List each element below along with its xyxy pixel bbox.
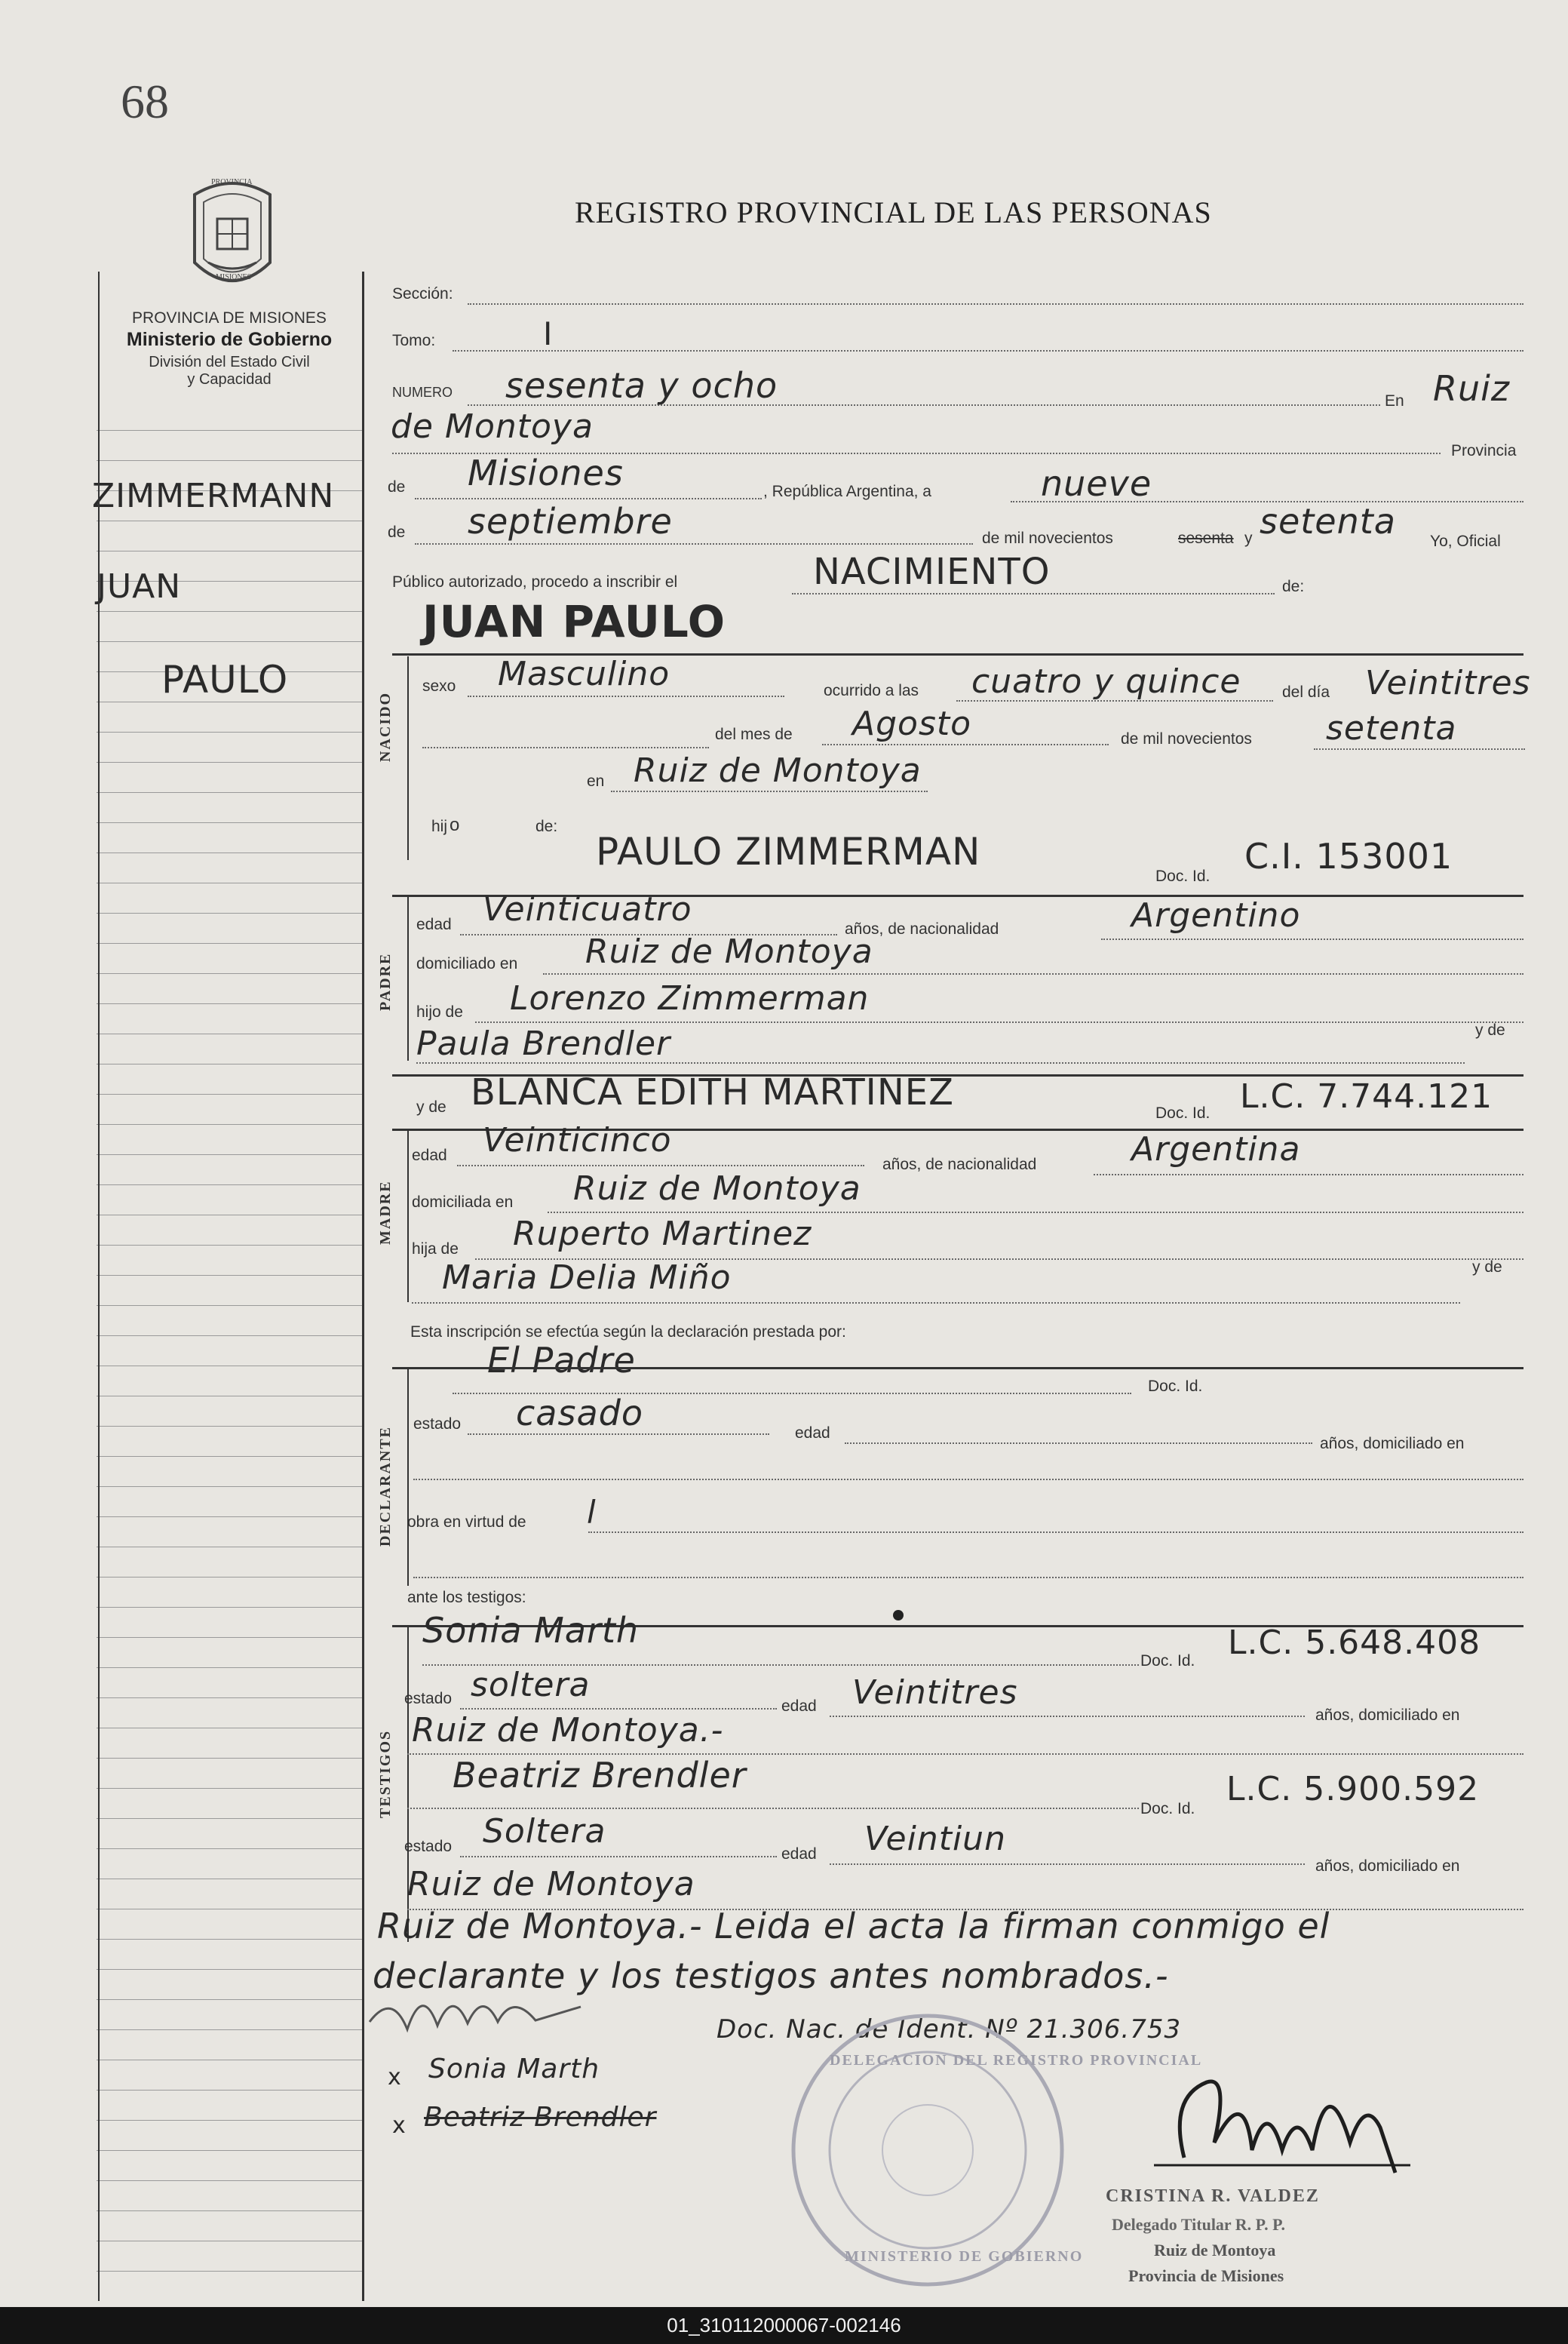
section-nacido: NACIDO	[377, 691, 394, 762]
madre-y-de-label-2: y de	[1472, 1258, 1502, 1276]
seal-text-bottom: MISIONES	[216, 273, 252, 281]
padre-hijo-label: hijo de	[416, 1003, 463, 1021]
madre-anos-label: años, de nacionalidad	[882, 1156, 1037, 1173]
padre-doc-label: Doc. Id.	[1155, 868, 1211, 885]
madre-nombre: BLANCA EDITH MARTINEZ	[471, 1071, 954, 1114]
testigo2-nombre: Beatriz Brendler	[453, 1755, 747, 1796]
ink-dot	[893, 1610, 904, 1621]
madre-edad-label: edad	[412, 1147, 447, 1164]
padre-nacionalidad: Argentino	[1131, 896, 1301, 935]
testigo1-anos-label: años, domiciliado en	[1315, 1707, 1460, 1724]
madre-doc: L.C. 7.744.121	[1240, 1077, 1493, 1116]
declarante-edad-label: edad	[795, 1424, 830, 1442]
testigo1-doc-label: Doc. Id.	[1140, 1652, 1195, 1670]
anio-nac-value: setenta	[1326, 709, 1457, 748]
witness-signature-1: Sonia Marth	[428, 2054, 600, 2084]
testigo2-doc: L.C. 5.900.592	[1226, 1770, 1480, 1808]
seccion-label: Sección:	[392, 285, 453, 303]
de-label-2: de	[388, 524, 406, 541]
de-colon-label: de:	[1282, 578, 1305, 595]
del-dia-label: del día	[1282, 684, 1330, 701]
section-padre: PADRE	[377, 952, 394, 1011]
madre-y-de-label: y de	[416, 1098, 446, 1116]
stamp-place: Ruiz de Montoya	[1154, 2241, 1276, 2260]
yo-oficial-label: Yo, Oficial	[1430, 533, 1501, 550]
madre-edad: Veinticinco	[483, 1121, 672, 1160]
lugar-value: Ruiz de Montoya	[634, 751, 922, 790]
provincia-label: Provincia	[1451, 442, 1517, 459]
declarante-estado: casado	[516, 1393, 643, 1433]
testigo2-domicilio: Ruiz de Montoya	[407, 1865, 695, 1903]
de-mil-nov-label: de mil novecientos	[1121, 730, 1252, 748]
en-label: En	[1385, 392, 1404, 410]
sexo-value: Masculino	[498, 655, 670, 693]
declarante-signature-icon	[362, 1977, 588, 2044]
de-label: de	[388, 478, 406, 496]
testigo1-doc: L.C. 5.648.408	[1228, 1624, 1481, 1662]
margin-name1: JUAN	[97, 567, 182, 606]
closing-line1: Ruiz de Montoya.- Leida el acta la firman conmigo el	[377, 1906, 1330, 1946]
del-mes-label: del mes de	[715, 726, 793, 743]
witness-signature-2: Beatriz Brendler	[424, 2102, 657, 2133]
de-mil-y: y	[1244, 530, 1253, 547]
section-declarante: DECLARANTE	[377, 1425, 394, 1547]
republica-label: , República Argentina, a	[763, 483, 931, 500]
en-value: Ruiz	[1433, 368, 1511, 409]
mes-value: septiembre	[468, 501, 673, 542]
en-continuation: de Montoya	[391, 407, 594, 446]
declarante-nombre: El Padre	[487, 1340, 636, 1381]
padre-edad-label: edad	[416, 916, 452, 933]
stamp-ring-text: DELEGACION DEL REGISTRO PROVINCIAL	[830, 2052, 1203, 2069]
madre-hija-label: hija de	[412, 1240, 459, 1258]
obra-label: obra en virtud de	[407, 1513, 526, 1531]
madre-domicilio-label: domiciliada en	[412, 1194, 514, 1211]
outer-border	[98, 272, 100, 2301]
publico-label: Público autorizado, procedo a inscribir el	[392, 573, 678, 591]
testigo2-doc-label: Doc. Id.	[1140, 1800, 1195, 1817]
en-lower-label: en	[587, 773, 605, 790]
sig-mark-2: x	[392, 2112, 407, 2139]
testigo1-edad: Veintitres	[852, 1673, 1018, 1712]
declarante-estado-label: estado	[413, 1415, 462, 1433]
stamp-role: Delegado Titular R. P. P.	[1112, 2215, 1286, 2234]
section-testigos: TESTIGOS	[377, 1729, 394, 1818]
padre-domicilio-label: domiciliado en	[416, 955, 518, 972]
testigo1-estado: soltera	[471, 1666, 591, 1704]
hijo-label: hij	[431, 818, 448, 835]
tomo-label: Tomo:	[392, 332, 436, 349]
declarante-doc-label: Doc. Id.	[1148, 1378, 1203, 1395]
sexo-label: sexo	[422, 677, 456, 695]
obra-value: l	[587, 1494, 597, 1531]
padre-anos-label: años, de nacionalidad	[845, 920, 999, 938]
ocurrido-label: ocurrido a las	[824, 682, 919, 699]
document-title: REGISTRO PROVINCIAL DE LAS PERSONAS	[575, 195, 1212, 229]
margin-surname: ZIMMERMANN	[92, 477, 335, 515]
ministry-name: Ministerio de Gobierno	[126, 329, 333, 350]
padre-hijo-de: Lorenzo Zimmerman	[510, 979, 870, 1018]
tomo-value: I	[543, 315, 554, 352]
inscripcion-label: Esta inscripción se efectúa según la declaración prestada por:	[410, 1323, 846, 1341]
madre-hija-de: Ruperto Martinez	[513, 1215, 812, 1253]
testigo2-edad-label: edad	[781, 1845, 817, 1863]
madre-domicilio: Ruiz de Montoya	[573, 1169, 861, 1208]
anio-value: setenta	[1260, 501, 1396, 542]
closing-doc-line: Doc. Nac. de Ident. Nº 21.306.753	[716, 2014, 1182, 2044]
province-name: PROVINCIA DE MISIONES	[132, 309, 327, 327]
testigo1-estado-label: estado	[404, 1690, 453, 1707]
ante-label: ante los testigos:	[407, 1589, 526, 1606]
closing-line2: declarante y los testigos antes nombrados.-	[373, 1955, 1169, 1996]
hijo-suffix: o	[450, 815, 460, 835]
division-line2: y Capacidad	[187, 371, 272, 388]
section-madre: MADRE	[377, 1180, 394, 1245]
division-line1: División del Estado Civil	[149, 354, 310, 370]
madre-doc-label: Doc. Id.	[1155, 1104, 1211, 1122]
declarante-anos-label: años, domiciliado en	[1320, 1435, 1465, 1452]
madre-nacionalidad: Argentina	[1131, 1130, 1301, 1169]
testigo1-nombre: Sonia Marth	[422, 1610, 640, 1651]
nombre-value: JUAN PAULO	[422, 596, 726, 647]
ministry-block	[97, 309, 362, 389]
padre-doc: C.I. 153001	[1244, 836, 1453, 877]
acto-value: NACIMIENTO	[813, 551, 1051, 593]
sig-mark-1: x	[388, 2064, 402, 2091]
de-colon-label-2: de:	[535, 818, 558, 835]
padre-y-de-label: y de	[1475, 1021, 1505, 1039]
de-mil-pre: de mil novecientos	[982, 530, 1113, 547]
image-id-footer: 01_310112000067-002146	[0, 2307, 1568, 2344]
numero-value: sesenta y ocho	[505, 365, 778, 406]
padre-edad: Veinticuatro	[483, 890, 692, 929]
dia-nac-value: Veintitres	[1365, 664, 1531, 702]
margin-name2: PAULO	[161, 658, 289, 702]
numero-label: NUMERO	[392, 385, 453, 400]
de-mil-struck: sesenta	[1178, 530, 1234, 547]
padre-y-de: Paula Brendler	[416, 1025, 671, 1063]
dia-value: nueve	[1041, 463, 1152, 504]
testigo2-anos-label: años, domiciliado en	[1315, 1857, 1460, 1875]
padre-nombre: PAULO ZIMMERMAN	[596, 830, 981, 874]
page-number: 68	[121, 75, 169, 128]
provincia-value: Misiones	[468, 453, 624, 493]
testigo2-estado-label: estado	[404, 1838, 453, 1855]
stamp-bottom-text: MINISTERIO DE GOBIERNO	[845, 2248, 1084, 2265]
officer-signature-icon	[1139, 2052, 1441, 2188]
testigo1-edad-label: edad	[781, 1697, 817, 1715]
seal-text-top: PROVINCIA	[211, 178, 253, 186]
padre-domicilio: Ruiz de Montoya	[585, 932, 873, 971]
hora-value: cuatro y quince	[971, 662, 1241, 701]
testigo2-estado: Soltera	[483, 1812, 606, 1851]
madre-y-de: Maria Delia Miño	[442, 1258, 732, 1297]
stamp-province: Provincia de Misiones	[1128, 2266, 1284, 2285]
mes-nac-value: Agosto	[852, 705, 972, 743]
testigo2-edad: Veintiun	[864, 1820, 1006, 1858]
testigo1-domicilio: Ruiz de Montoya.-	[412, 1711, 724, 1750]
stamp-officer: CRISTINA R. VALDEZ	[1106, 2186, 1320, 2206]
